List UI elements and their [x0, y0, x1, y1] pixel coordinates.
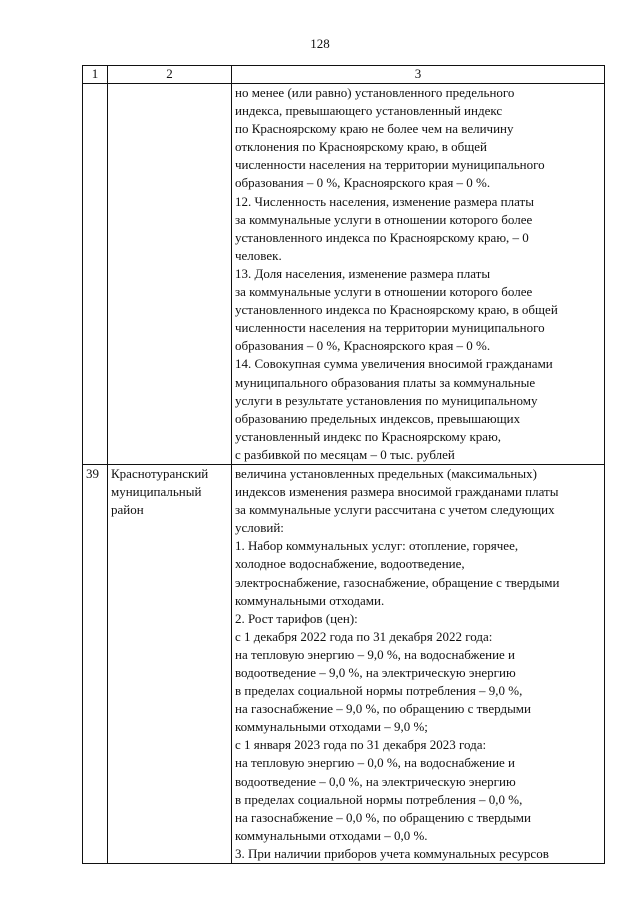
text-line: численности населения на территории муниципального	[235, 320, 545, 336]
page-number: 128	[310, 36, 330, 51]
text-line: на тепловую энергию – 0,0 %, на водоснабжение и	[235, 755, 516, 771]
text-line: коммунальными отходами – 0,0 %.	[235, 827, 428, 843]
municipality-name	[108, 464, 232, 863]
document-table	[82, 65, 605, 864]
row-number	[83, 84, 108, 465]
text-line: численности населения на территории муниципального	[235, 157, 545, 173]
text-line: 12. Численность населения, изменение размера платы	[235, 193, 534, 209]
text-line: 2. Рост тарифов (цен):	[235, 610, 358, 626]
text-line: отклонения по Красноярскому краю, в общей	[235, 139, 487, 155]
header-col-1: 1	[83, 66, 108, 84]
text-line: водоотведение – 0,0 %, на электрическую энергию	[235, 773, 516, 789]
text-line: установленного индекса по Красноярскому краю, – 0	[235, 229, 529, 245]
text-line: 1. Набор коммунальных услуг: отопление, горячее,	[235, 538, 519, 554]
text-line: человек.	[235, 247, 282, 263]
text-line: на газоснабжение – 0,0 %, по обращению с твердыми	[235, 809, 531, 825]
text-line: установленный индекс по Красноярскому краю,	[235, 428, 502, 444]
row-text	[232, 84, 605, 465]
text-line: услуги в результате установления по муниципальному	[235, 392, 538, 408]
text-line: муниципального образования платы за коммунальные	[235, 374, 536, 390]
row-number: 39	[83, 464, 108, 863]
text-line: холодное водоснабжение, водоотведение,	[235, 556, 465, 572]
table-row-continuation	[83, 84, 605, 465]
text-line: индекса, превышающего установленный индекс	[235, 103, 503, 119]
table-header-row	[83, 66, 605, 84]
header-col-3: 3	[232, 66, 605, 84]
text-line: образованию предельных индексов, превышающих	[235, 410, 521, 426]
text-line: за коммунальные услуги в отношении которого более	[235, 211, 533, 227]
municipality-name-line: Краснотуранский	[111, 465, 209, 481]
text-line: коммунальными отходами.	[235, 592, 385, 608]
text-line: с 1 декабря 2022 года по 31 декабря 2022 года:	[235, 628, 493, 644]
municipality-name-line: район	[111, 502, 144, 518]
text-line: электроснабжение, газоснабжение, обращение с твердыми	[235, 574, 560, 590]
text-line: образования – 0 %, Красноярского края – 0 %.	[235, 338, 491, 354]
text-line: индексов изменения размера вносимой гражданами платы	[235, 484, 559, 500]
municipality-name	[108, 84, 232, 465]
text-line: образования – 0 %, Красноярского края – 0 %.	[235, 175, 491, 191]
text-line: 3. При наличии приборов учета коммунальных ресурсов	[235, 845, 549, 861]
text-line: 13. Доля населения, изменение размера платы	[235, 265, 491, 281]
text-line: с разбивкой по месяцам – 0 тыс. рублей	[235, 446, 455, 462]
text-line: 14. Совокупная сумма увеличения вносимой гражданами	[235, 356, 553, 372]
text-line: по Красноярскому краю не более чем на величину	[235, 121, 514, 137]
text-line: но менее (или равно) установленного предельного	[235, 85, 515, 100]
text-line: коммунальными отходами – 9,0 %;	[235, 719, 428, 735]
text-line: водоотведение – 9,0 %, на электрическую энергию	[235, 665, 516, 680]
text-line: с 1 января 2023 года по 31 декабря 2023 года:	[235, 737, 487, 753]
text-line: за коммунальные услуги рассчитана с учетом следующих	[235, 502, 555, 518]
text-line: в пределах социальной нормы потребления – 9,0 %,	[235, 683, 523, 699]
text-line: за коммунальные услуги в отношении которого более	[235, 284, 533, 300]
table-row-39	[83, 464, 605, 863]
text-line: на газоснабжение – 9,0 %, по обращению с твердыми	[235, 701, 531, 717]
header-col-2: 2	[108, 66, 232, 84]
text-line: величина установленных предельных (максимальных)	[235, 465, 537, 481]
text-line: установленного индекса по Красноярскому краю, в общей	[235, 302, 558, 318]
row-text	[232, 464, 605, 863]
municipality-name-line: муниципальный	[111, 484, 202, 500]
text-line: в пределах социальной нормы потребления – 0,0 %,	[235, 791, 523, 807]
text-line: на тепловую энергию – 9,0 %, на водоснабжение и	[235, 646, 516, 662]
text-line: условий:	[235, 520, 284, 536]
